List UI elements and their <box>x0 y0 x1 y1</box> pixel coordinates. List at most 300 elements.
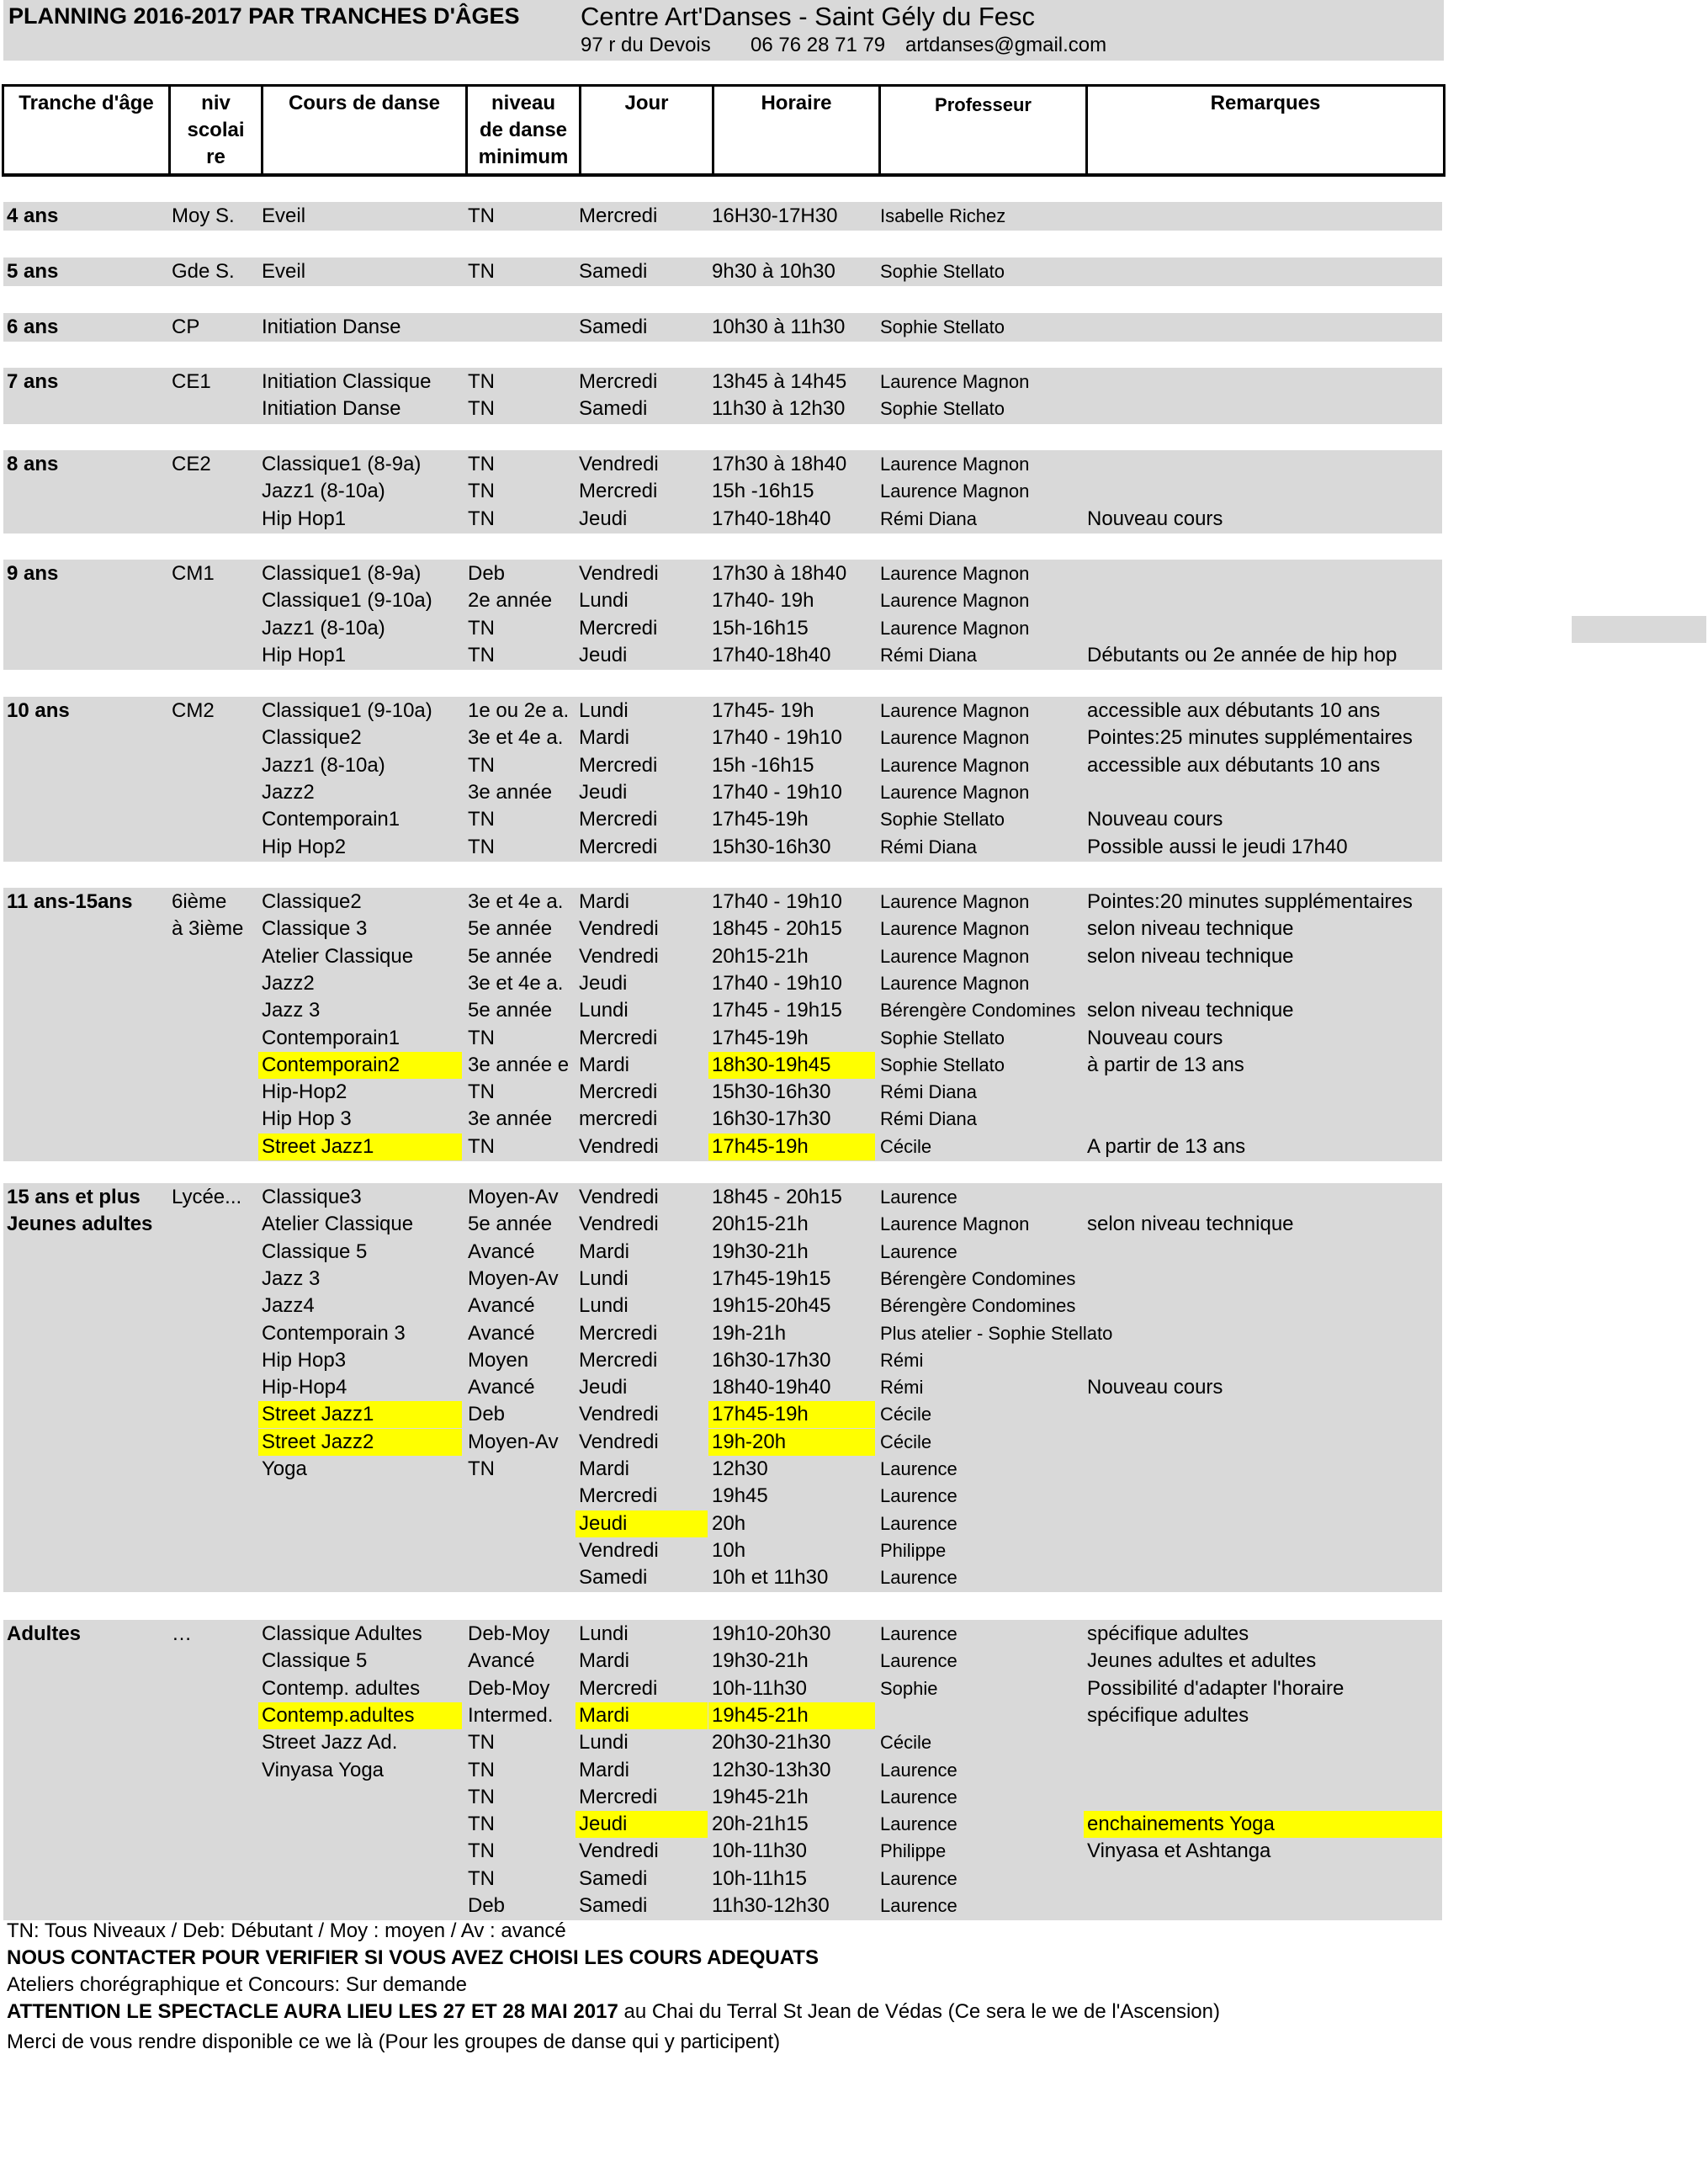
col-header-niv-line3: re <box>206 146 225 168</box>
cell-jour: Jeudi <box>576 1510 708 1537</box>
cell-lvl: 2e année <box>468 589 553 613</box>
cell-prof: Laurence Magnon <box>880 590 1030 612</box>
cell-prof: Bérengère Condomines <box>880 1267 1076 1289</box>
cell-rem: à partir de 13 ans <box>1087 1053 1244 1076</box>
cell-rem: Nouveau cours <box>1087 1376 1223 1399</box>
cell-cours: Initiation Danse <box>262 397 401 421</box>
cell-prof: Laurence Magnon <box>880 727 1030 749</box>
cell-horaire: 18h40-19h40 <box>712 1376 831 1399</box>
cell-rem: Pointes:25 minutes supplémentaires <box>1087 726 1413 750</box>
cell-lvl: TN <box>468 507 495 530</box>
cell-lvl: Avancé <box>468 1321 535 1345</box>
col-header-level <box>465 87 579 173</box>
cell-horaire: 17h40 - 19h10 <box>712 890 842 913</box>
cell-lvl: Avancé <box>468 1240 535 1263</box>
cell-horaire: 17h45 - 19h15 <box>712 999 842 1022</box>
cell-lvl: TN <box>468 1457 495 1480</box>
col-header-level-line2: de danse <box>479 119 568 141</box>
cell-horaire: 10h-11h30 <box>712 1840 807 1863</box>
cell-cours: Classique Adultes <box>262 1622 422 1645</box>
cell-prof: Philippe <box>880 1539 947 1561</box>
cell-lvl: Intermed. <box>468 1703 554 1727</box>
cell-horaire: 17h45- 19h <box>712 699 814 722</box>
cell-horaire: 20h-21h15 <box>712 1813 809 1836</box>
cell-jour: Vendredi <box>579 917 659 941</box>
cell-cours: Classique 3 <box>262 917 368 941</box>
cell-horaire: 18h45 - 20h15 <box>712 1186 842 1208</box>
cell-horaire: 16h30-17h30 <box>712 1107 831 1131</box>
cell-jour: Samedi <box>579 260 648 283</box>
cell-jour: Vendredi <box>579 562 659 585</box>
cell-rem: selon niveau technique <box>1087 1213 1294 1236</box>
cell-cours: Eveil <box>262 260 306 283</box>
cell-lvl: TN <box>468 1758 495 1781</box>
cell-horaire: 17h45-19h <box>708 1133 875 1160</box>
col-header-rem-label: Remarques <box>1210 92 1321 114</box>
cell-rem: Débutants ou 2e année de hip hop <box>1087 643 1398 666</box>
col-header-cours <box>261 87 465 173</box>
cell-prof: Laurence Magnon <box>880 945 1030 967</box>
cell-lvl: TN <box>468 453 495 475</box>
cell-lvl: Deb-Moy <box>468 1622 550 1645</box>
cell-lvl: 3e et 4e a. <box>468 890 564 913</box>
cell-horaire: 19h45-21h <box>708 1702 875 1729</box>
cell-cours: Jazz 3 <box>262 999 321 1022</box>
cell-horaire: 17h40-18h40 <box>712 507 831 530</box>
cell-prof: Laurence Magnon <box>880 563 1030 584</box>
cell-horaire: 16h30-17h30 <box>712 1348 831 1372</box>
cell-horaire: 19h45-21h <box>712 1785 809 1808</box>
cell-lvl: TN <box>468 1813 495 1836</box>
col-header-niv-line1: niv <box>201 92 231 114</box>
cell-rem: accessible aux débutants 10 ans <box>1087 753 1381 777</box>
cell-lvl: 5e année <box>468 999 553 1022</box>
cell-prof: Laurence Magnon <box>880 1213 1030 1235</box>
cell-jour: Mercredi <box>579 753 658 777</box>
page-title: PLANNING 2016-2017 PAR TRANCHES D'ÂGES <box>8 3 520 29</box>
cell-prof: Rémi Diana <box>880 836 977 857</box>
footer-contact: NOUS CONTACTER POUR VERIFIER SI VOUS AVEZ CHOISI LES COURS ADEQUATS <box>7 1946 819 1969</box>
col-header-jour <box>579 87 712 173</box>
cell-horaire: 11h30 à 12h30 <box>712 397 846 421</box>
cell-niv: … <box>172 1622 192 1645</box>
cell-rem: spécifique adultes <box>1087 1703 1249 1727</box>
cell-cours: Classique3 <box>262 1186 362 1208</box>
cell-lvl: TN <box>468 260 495 283</box>
cell-prof: Laurence <box>880 1485 957 1507</box>
cell-horaire: 15h30-16h30 <box>712 835 831 858</box>
cell-lvl: Moyen-Av <box>468 1266 559 1290</box>
cell-jour: Mardi <box>576 1702 708 1729</box>
footer-ateliers: Ateliers chorégraphique et Concours: Sur demande <box>7 1973 467 1996</box>
cell-lvl: 3e et 4e a. <box>468 726 564 750</box>
cell-jour: Jeudi <box>579 507 628 530</box>
cell-age: 15 ans et plus <box>7 1186 141 1208</box>
cell-jour: Mardi <box>579 1758 630 1781</box>
cell-cours: Hip-Hop2 <box>262 1080 347 1104</box>
cell-niv: Gde S. <box>172 260 235 283</box>
cell-cours: Eveil <box>262 204 306 227</box>
cell-jour: Lundi <box>579 699 629 722</box>
cell-lvl: TN <box>468 835 495 858</box>
cell-jour: Vendredi <box>579 1840 659 1863</box>
cell-prof: Sophie Stellato <box>880 261 1005 282</box>
cell-niv: Moy S. <box>172 204 235 227</box>
cell-cours: Classique 5 <box>262 1649 368 1673</box>
cell-cours: Jazz1 (8-10a) <box>262 753 385 777</box>
footer-spectacle-rest: au Chai du Terral St Jean de Védas (Ce sera le we de l'Ascension) <box>618 2000 1220 2023</box>
cell-prof: Laurence Magnon <box>880 480 1030 502</box>
cell-prof: Bérengère Condomines <box>880 1000 1076 1022</box>
cell-niv: CM2 <box>172 699 215 722</box>
col-header-horaire <box>712 87 878 173</box>
cell-cours: Atelier Classique <box>262 1213 414 1236</box>
cell-cours: Yoga <box>262 1457 307 1480</box>
cell-lvl: TN <box>468 370 495 393</box>
cell-cours: Classique1 (8-9a) <box>262 562 422 585</box>
cell-lvl: TN <box>468 643 495 666</box>
cell-lvl: TN <box>468 1840 495 1863</box>
cell-lvl: 1e ou 2e a. <box>468 699 570 722</box>
cell-age: 4 ans <box>7 204 59 227</box>
cell-jour: Mardi <box>579 1649 630 1673</box>
cell-horaire: 17h40-18h40 <box>712 643 831 666</box>
cell-cours: Contemporain2 <box>258 1052 462 1079</box>
cell-age: Jeunes adultes <box>7 1213 153 1236</box>
cell-lvl: 3e année <box>468 780 553 804</box>
cell-prof: Rémi Diana <box>880 1108 977 1130</box>
col-header-prof <box>878 87 1085 173</box>
col-header-horaire-label: Horaire <box>761 92 832 114</box>
cell-jour: Mercredi <box>579 808 658 831</box>
cell-jour: Mercredi <box>579 480 658 503</box>
cell-cours: Jazz1 (8-10a) <box>262 480 385 503</box>
cell-lvl: Deb <box>468 562 506 585</box>
cell-jour: Vendredi <box>579 1186 659 1208</box>
cell-cours: Hip-Hop4 <box>262 1376 347 1399</box>
col-header-rem <box>1085 87 1443 173</box>
cell-lvl: Avancé <box>468 1376 535 1399</box>
cell-horaire: 18h45 - 20h15 <box>712 917 842 941</box>
cell-jour: Mercredi <box>579 1785 658 1808</box>
cell-age: 10 ans <box>7 699 70 722</box>
cell-jour: Mercredi <box>579 1026 658 1049</box>
footer-spectacle-bold: ATTENTION LE SPECTACLE AURA LIEU LES 27 ET 28 MAI 2017 <box>7 2000 618 2023</box>
cell-prof: Laurence <box>880 1759 957 1781</box>
col-header-jour-label: Jour <box>624 92 669 114</box>
cell-jour: Mercredi <box>579 1348 658 1372</box>
cell-cours: Contemp. adultes <box>262 1676 421 1700</box>
cell-rem: accessible aux débutants 10 ans <box>1087 699 1381 722</box>
cell-age: 9 ans <box>7 562 59 585</box>
cell-rem: selon niveau technique <box>1087 944 1294 968</box>
cell-horaire: 20h <box>712 1511 746 1535</box>
cell-cours: Street Jazz Ad. <box>262 1731 398 1755</box>
cell-horaire: 17h45-19h <box>712 808 809 831</box>
cell-niv: CM1 <box>172 562 215 585</box>
cell-cours: Jazz1 (8-10a) <box>262 616 385 640</box>
side-grey-box <box>1572 616 1706 643</box>
cell-horaire: 15h30-16h30 <box>712 1080 831 1104</box>
cell-lvl: Avancé <box>468 1294 535 1318</box>
cell-horaire: 18h30-19h45 <box>708 1052 875 1079</box>
cell-prof: Isabelle Richez <box>880 205 1006 226</box>
cell-horaire: 17h40 - 19h10 <box>712 971 842 995</box>
cell-cours: Street Jazz1 <box>258 1401 462 1428</box>
cell-rem: selon niveau technique <box>1087 917 1294 941</box>
cell-lvl: TN <box>468 1080 495 1104</box>
cell-horaire: 19h-21h <box>712 1321 787 1345</box>
cell-horaire: 19h30-21h <box>712 1240 809 1263</box>
table-header <box>2 84 1445 177</box>
cell-horaire: 13h45 à 14h45 <box>712 370 847 393</box>
cell-jour: Mardi <box>579 1457 630 1480</box>
cell-lvl: TN <box>468 204 495 227</box>
cell-rem: Pointes:20 minutes supplémentaires <box>1087 890 1413 913</box>
cell-niv: à 3ième <box>172 917 244 941</box>
col-header-level-line3: minimum <box>478 146 569 168</box>
cell-jour: Vendredi <box>579 944 659 968</box>
centre-address: 97 r du Devois <box>581 34 711 56</box>
cell-cours: Contemporain 3 <box>262 1321 406 1345</box>
cell-horaire: 10h30 à 11h30 <box>712 316 846 338</box>
cell-prof: Laurence <box>880 1240 957 1262</box>
cell-jour: Jeudi <box>579 780 628 804</box>
cell-niv: CE1 <box>172 370 211 393</box>
cell-cours: Street Jazz1 <box>258 1133 462 1160</box>
cell-lvl: 5e année <box>468 944 553 968</box>
cell-lvl: Avancé <box>468 1649 535 1673</box>
cell-prof: Cécile <box>880 1135 932 1157</box>
cell-prof: Rémi Diana <box>880 1081 977 1103</box>
cell-cours: Vinyasa Yoga <box>262 1758 385 1781</box>
cell-horaire: 17h40- 19h <box>712 589 814 613</box>
cell-prof: Laurence <box>880 1623 957 1644</box>
cell-horaire: 9h30 à 10h30 <box>712 260 835 283</box>
col-header-age-label: Tranche d'âge <box>19 92 154 114</box>
cell-lvl: 3e et 4e a. <box>468 971 564 995</box>
cell-cours: Contemporain1 <box>262 1026 400 1049</box>
cell-lvl: TN <box>468 1134 495 1158</box>
cell-horaire: 19h15-20h45 <box>712 1294 831 1318</box>
cell-cours: Classique1 (8-9a) <box>262 453 422 475</box>
cell-rem: Possible aussi le jeudi 17h40 <box>1087 835 1348 858</box>
cell-prof: Laurence Magnon <box>880 700 1030 721</box>
cell-cours: Jazz2 <box>262 971 315 995</box>
cell-cours: Classique1 (9-10a) <box>262 699 432 722</box>
cell-jour: Samedi <box>579 316 648 338</box>
cell-horaire: 15h -16h15 <box>712 480 814 503</box>
cell-horaire: 10h <box>712 1538 746 1562</box>
cell-jour: Mardi <box>579 1240 630 1263</box>
cell-lvl: 3e année <box>468 1107 553 1131</box>
cell-prof: Laurence <box>880 1512 957 1534</box>
cell-lvl: TN <box>468 1026 495 1049</box>
cell-rem: Vinyasa et Ashtanga <box>1087 1840 1271 1863</box>
cell-horaire: 19h30-21h <box>712 1649 809 1673</box>
cell-prof: Cécile <box>880 1431 932 1452</box>
col-header-niv <box>168 87 261 173</box>
cell-lvl: TN <box>468 397 495 421</box>
cell-prof: Laurence <box>880 1567 957 1589</box>
col-header-cours-label: Cours de danse <box>288 92 441 114</box>
cell-prof: Sophie Stellato <box>880 1027 1005 1048</box>
cell-cours: Classique 5 <box>262 1240 368 1263</box>
cell-prof: Laurence <box>880 1895 957 1916</box>
cell-jour: Jeudi <box>576 1811 708 1838</box>
cell-horaire: 19h-20h <box>708 1429 875 1456</box>
cell-prof: Cécile <box>880 1732 932 1754</box>
cell-jour: Mercredi <box>579 1676 658 1700</box>
cell-niv: CE2 <box>172 453 211 475</box>
cell-prof: Laurence <box>880 1187 957 1208</box>
cell-rem: selon niveau technique <box>1087 999 1294 1022</box>
cell-jour: Mercredi <box>579 370 658 393</box>
cell-jour: Samedi <box>579 1866 648 1890</box>
cell-prof: Sophie Stellato <box>880 809 1005 831</box>
cell-lvl: 5e année <box>468 1213 553 1236</box>
cell-prof: Laurence Magnon <box>880 617 1030 639</box>
cell-rem: Nouveau cours <box>1087 507 1223 530</box>
cell-prof: Laurence Magnon <box>880 454 1030 475</box>
cell-jour: Mercredi <box>579 835 658 858</box>
cell-lvl: TN <box>468 1866 495 1890</box>
cell-cours: Initiation Classique <box>262 370 432 393</box>
cell-rem: A partir de 13 ans <box>1087 1134 1246 1158</box>
cell-cours: Jazz4 <box>262 1294 315 1318</box>
cell-jour: Vendredi <box>579 1403 659 1426</box>
col-header-level-line1: niveau <box>491 92 556 114</box>
cell-niv: Lycée... <box>172 1186 242 1208</box>
cell-prof: Rémi <box>880 1377 924 1399</box>
cell-jour: Mercredi <box>579 1321 658 1345</box>
cell-jour: Jeudi <box>579 1376 628 1399</box>
col-header-prof-label: Professeur <box>935 94 1032 115</box>
cell-horaire: 12h30-13h30 <box>712 1758 831 1781</box>
cell-horaire: 15h-16h15 <box>712 616 809 640</box>
cell-prof: Bérengère Condomines <box>880 1295 1076 1317</box>
cell-prof: Rémi Diana <box>880 644 977 666</box>
cell-prof: Rémi <box>880 1349 924 1371</box>
cell-prof: Laurence <box>880 1458 957 1479</box>
cell-prof: Philippe <box>880 1840 947 1862</box>
col-header-age <box>4 87 168 173</box>
cell-horaire: 19h45 <box>712 1484 768 1508</box>
cell-cours: Contemp.adultes <box>258 1702 462 1729</box>
cell-rem: enchainements Yoga <box>1084 1811 1442 1838</box>
cell-lvl: TN <box>468 808 495 831</box>
cell-jour: Lundi <box>579 1622 629 1645</box>
cell-horaire: 11h30-12h30 <box>712 1894 830 1917</box>
cell-lvl: 3e année e <box>468 1053 570 1076</box>
cell-lvl: Moyen-Av <box>468 1430 559 1453</box>
cell-jour: Jeudi <box>579 971 628 995</box>
cell-horaire: 17h30 à 18h40 <box>712 562 847 585</box>
footer-legend: TN: Tous Niveaux / Deb: Débutant / Moy : moyen / Av : avancé <box>7 1919 566 1942</box>
footer-merci: Merci de vous rendre disponible ce we là (Pour les groupes de danse qui y participent) <box>7 2031 781 2053</box>
cell-age: 5 ans <box>7 260 59 283</box>
footer-spectacle <box>7 1999 1220 2025</box>
cell-jour: Samedi <box>579 397 648 421</box>
cell-cours: Street Jazz2 <box>258 1429 462 1456</box>
cell-cours: Jazz2 <box>262 780 315 804</box>
cell-lvl: Deb-Moy <box>468 1676 550 1700</box>
cell-horaire: 17h45-19h15 <box>712 1266 831 1290</box>
cell-niv: CP <box>172 316 200 338</box>
cell-jour: Jeudi <box>579 643 628 666</box>
cell-jour: Lundi <box>579 1266 629 1290</box>
cell-horaire: 16H30-17H30 <box>712 204 838 227</box>
cell-horaire: 17h40 - 19h10 <box>712 726 842 750</box>
cell-lvl: Moyen-Av <box>468 1186 559 1208</box>
cell-rem: Jeunes adultes et adultes <box>1087 1649 1317 1673</box>
cell-jour: mercredi <box>579 1107 658 1131</box>
cell-niv: 6ième <box>172 890 227 913</box>
cell-horaire: 12h30 <box>712 1457 768 1480</box>
cell-cours: Hip Hop1 <box>262 507 347 530</box>
cell-rem: spécifique adultes <box>1087 1622 1249 1645</box>
cell-horaire: 20h30-21h30 <box>712 1731 831 1755</box>
cell-cours: Classique2 <box>262 726 362 750</box>
cell-cours: Hip Hop1 <box>262 643 347 666</box>
cell-age: 8 ans <box>7 453 59 475</box>
cell-age: 11 ans-15ans <box>7 890 133 913</box>
cell-jour: Lundi <box>579 589 629 613</box>
cell-jour: Lundi <box>579 999 629 1022</box>
cell-horaire: 15h -16h15 <box>712 753 814 777</box>
cell-lvl: Moyen <box>468 1348 529 1372</box>
cell-horaire: 10h-11h30 <box>712 1676 807 1700</box>
cell-horaire: 17h30 à 18h40 <box>712 453 847 475</box>
cell-horaire: 17h45-19h <box>708 1401 875 1428</box>
cell-horaire: 17h45-19h <box>712 1026 809 1049</box>
cell-jour: Vendredi <box>579 1134 659 1158</box>
cell-jour: Vendredi <box>579 1538 659 1562</box>
cell-jour: Mercredi <box>579 204 658 227</box>
cell-lvl: TN <box>468 616 495 640</box>
cell-lvl: Deb <box>468 1894 506 1917</box>
cell-age: Adultes <box>7 1622 82 1645</box>
cell-prof: Laurence Magnon <box>880 918 1030 940</box>
cell-jour: Lundi <box>579 1731 629 1755</box>
cell-prof: Sophie Stellato <box>880 316 1005 337</box>
cell-jour: Mardi <box>579 890 630 913</box>
cell-cours: Atelier Classique <box>262 944 414 968</box>
cell-prof: Sophie Stellato <box>880 1054 1005 1075</box>
cell-lvl: TN <box>468 1731 495 1755</box>
centre-phone: 06 76 28 71 79 <box>751 34 886 56</box>
cell-cours: Initiation Danse <box>262 316 401 338</box>
cell-jour: Mercredi <box>579 616 658 640</box>
cell-prof: Laurence <box>880 1650 957 1672</box>
cell-cours: Contemporain1 <box>262 808 400 831</box>
cell-age: 7 ans <box>7 370 59 393</box>
cell-prof: Laurence Magnon <box>880 371 1030 392</box>
cell-prof: Laurence <box>880 1786 957 1808</box>
cell-rem: Nouveau cours <box>1087 808 1223 831</box>
cell-prof: Sophie <box>880 1677 938 1699</box>
cell-cours: Jazz 3 <box>262 1266 321 1290</box>
cell-jour: Lundi <box>579 1294 629 1318</box>
cell-cours: Classique1 (9-10a) <box>262 589 432 613</box>
cell-lvl: TN <box>468 480 495 503</box>
cell-jour: Vendredi <box>579 1430 659 1453</box>
cell-lvl: TN <box>468 1785 495 1808</box>
cell-jour: Vendredi <box>579 453 659 475</box>
cell-prof: Sophie Stellato <box>880 398 1005 420</box>
cell-rem: Nouveau cours <box>1087 1026 1223 1049</box>
cell-prof: Laurence Magnon <box>880 754 1030 776</box>
